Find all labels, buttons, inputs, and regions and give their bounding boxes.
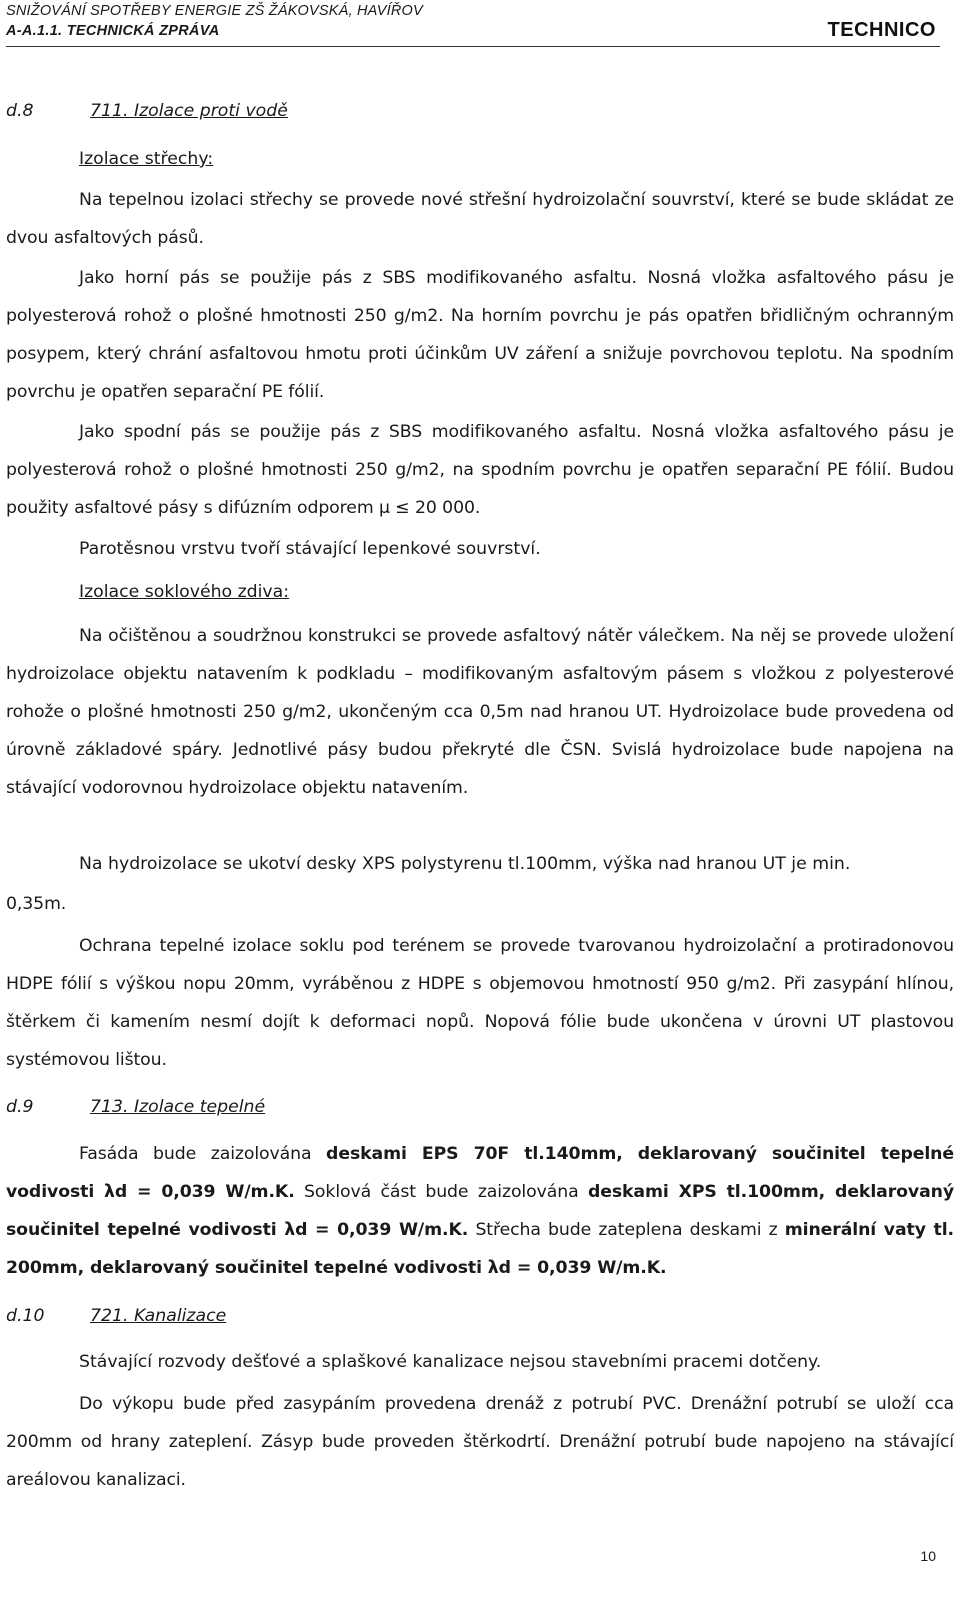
paragraph: Na očištěnou a soudržnou konstrukci se provede asfaltový nátěr válečkem. Na něj se provede uložení hydroizolace objektu natavením k podkladu – modifikovaným asfaltovým pásem s vložkou z polyesterové rohože o plošné hmotnosti 250 g/m2, ukončeným cca 0,5m nad hranou UT. Hydroizolace bude provedena od úrovně základové spáry. Jednotlivé pásy budou překryté dle ČSN. Svislá hydroizolace bude napojena na stávající vodorovnou hydroizolace objektu natavením. <box>6 626 954 798</box>
document-title: A-A.1.1. TECHNICKÁ ZPRÁVA <box>6 23 220 39</box>
project-title: SNIŽOVÁNÍ SPOTŘEBY ENERGIE ZŠ ŽÁKOVSKÁ, HAVÍŘOV <box>6 3 423 19</box>
section-number: d.9 <box>6 1097 34 1117</box>
paragraph: Na tepelnou izolaci střechy se provede nové střešní hydroizolační souvrství, které se bude skládat ze dvou asfaltových pásů. <box>6 190 954 248</box>
page-header <box>0 0 960 48</box>
section-title: 721. Kanalizace <box>90 1306 227 1326</box>
section-title: 713. Izolace tepelné <box>90 1097 266 1117</box>
paragraph: Parotěsnou vrstvu tvoří stávající lepenkové souvrství. <box>79 539 541 559</box>
paragraph: Jako spodní pás se použije pás z SBS modifikovaného asfaltu. Nosná vložka asfaltového pásu je polyesterová rohož o plošné hmotnosti 250 g/m2, na spodním povrchu je opatřen separační PE fólií. Budou použity asfaltové pásy s difúzním odporem µ ≤ 20 000. <box>6 422 954 518</box>
paragraph: 0,35m. <box>6 894 67 914</box>
paragraph: Stávající rozvody dešťové a splaškové kanalizace nejsou stavebními pracemi dotčeny. <box>79 1352 822 1372</box>
paragraph: Do výkopu bude před zasypáním provedena drenáž z potrubí PVC. Drenážní potrubí se uloží cca 200mm od hrany zateplení. Zásyp bude proveden štěrkodrtí. Drenážní potrubí bude napojeno na stávající areálovou kanalizaci. <box>6 1394 954 1490</box>
paragraph: Jako horní pás se použije pás z SBS modifikovaného asfaltu. Nosná vložka asfaltového pásu je polyesterová rohož o plošné hmotnosti 250 g/m2. Na horním povrchu je pás opatřen břidličným ochranným posypem, který chrání asfaltovou hmotu proti účinkům UV záření a snižuje povrchovou teplotu. Na spodním povrchu je opatřen separační PE fólií. <box>6 268 954 402</box>
subheading: Izolace soklového zdiva: <box>79 582 290 602</box>
section-title: 711. Izolace proti vodě <box>90 101 288 121</box>
section-number: d.10 <box>6 1306 45 1326</box>
section-number: d.8 <box>6 101 34 121</box>
paragraph: Ochrana tepelné izolace soklu pod terénem se provede tvarovanou hydroizolační a protiradonovou HDPE fólií s výškou nopu 20mm, vyráběnou z HDPE s objemovou hmotností 950 g/m2. Při zasypání hlínou, štěrkem či kamením nesmí dojít k deformaci nopů. Nopová fólie bude ukončena v úrovni UT plastovou systémovou lištou. <box>6 936 954 1070</box>
header-rule <box>6 46 940 47</box>
company-logo: TECHNICO <box>827 19 936 41</box>
page-number: 10 <box>920 1548 936 1564</box>
subheading: Izolace střechy: <box>79 149 214 169</box>
paragraph: Na hydroizolace se ukotví desky XPS polystyrenu tl.100mm, výška nad hranou UT je min. <box>79 854 851 874</box>
paragraph: Fasáda bude zaizolována deskami EPS 70F tl.140mm, deklarovaný součinitel tepelné vodivosti λd = 0,039 W/m.K. Soklová část bude zaizolována deskami XPS tl.100mm, deklarovaný součinitel tepelné vodivosti λd = 0,039 W/m.K. Střecha bude zateplena deskami z minerální vaty tl. 200mm, deklarovaný součinitel tepelné vodivosti λd = 0,039 W/m.K. <box>6 1144 955 1278</box>
